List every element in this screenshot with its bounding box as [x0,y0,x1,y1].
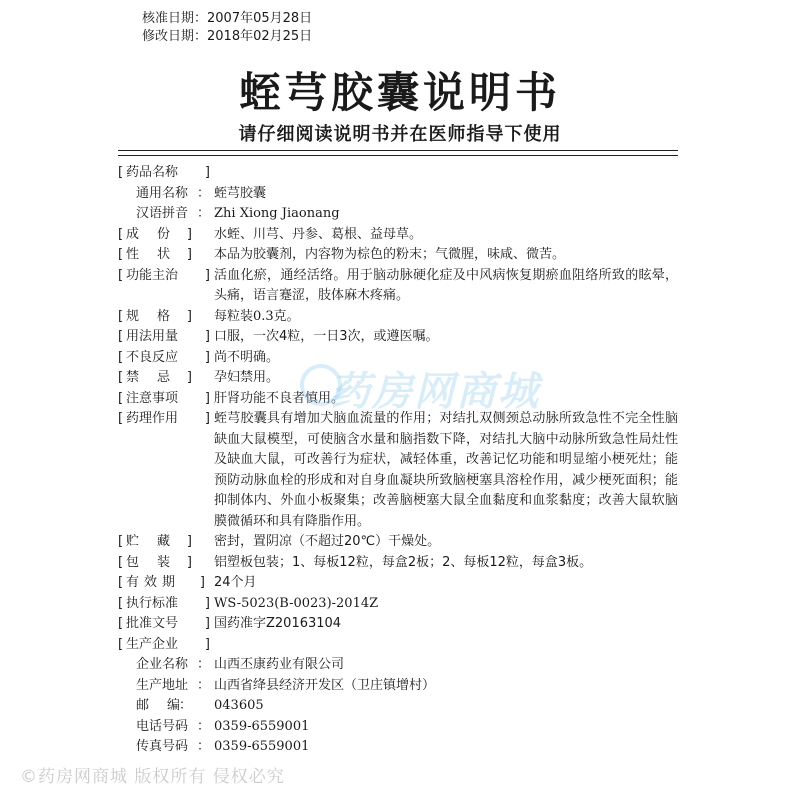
entry-label: [ 执行标准 ] [118,594,214,615]
entry-value: 本品为胶囊剂，内容物为棕色的粉末；气微腥，味咸、微苦。 [214,247,566,262]
title-divider-bottom [118,155,678,156]
entry-label: [ 有效期 ] [118,573,214,594]
entry-label: [ 注意事项 ] [118,389,214,410]
entry-label: [ 药品名称 ] [118,163,214,184]
entry-label: [ 性状 ] [118,245,214,266]
revision-date: 修改日期：2018年02月25日 [142,29,313,44]
entry-standard [118,594,678,615]
entry-value: 水蛭、川芎、丹参、葛根、益母草。 [214,226,423,242]
entry-label: [ 贮藏 ] [118,532,214,553]
entry-validity [118,573,678,594]
title-divider-top [118,150,678,151]
entry-value: 0359-6559001 [214,718,310,734]
entry-dosage [118,327,678,348]
entry-value: 0359-6559001 [214,739,310,754]
entry-specification [118,307,678,328]
entry-label: [ 规格 ] [118,307,214,328]
document-dates [142,10,312,46]
entry-value: 蛭芎胶囊具有增加犬脑血流量的作用；对结扎双侧颈总动脉所致急性不完全性脑缺血大鼠模型，可使脑含水量和脑指数下降，对结扎大脑中动脉所致急性局灶性及缺血大鼠，可改善行为症状，减轻体重，改善记忆功能和明显缩小梗死灶；能预防动脉血栓的形成和对自身血凝块所致脑梗塞具溶栓作用，减少梗死面积；能抑制体内、外血小板聚集；改善脑梗塞大鼠全血黏度和血浆黏度；改善大鼠软脑膜微循环和具有降脂作用。 [214,411,678,529]
entry-label: 生产地址 ： [118,676,214,697]
entry-ingredients [118,225,678,246]
entry-value: 每粒装0.3克。 [214,308,300,324]
entry-approval-number [118,614,678,635]
entry-value: 铝塑板包装；1、每板12粒，每盒2板；2、每板12粒，每盒3板。 [214,554,593,570]
entry-label: 传真号码 ： [118,737,214,758]
instruction-entries [118,163,678,758]
entry-storage [118,532,678,553]
entry-packaging [118,553,678,574]
entry-value: 国药准字Z20163104 [214,616,342,631]
entry-label: [ 不良反应 ] [118,348,214,369]
entry-label: [ 禁忌 ] [118,368,214,389]
entry-value: 肝肾功能不良者慎用。 [214,390,345,406]
entry-label: 邮编 ： [118,696,214,717]
entry-precautions [118,389,678,410]
entry-value: 山西丕康药业有限公司 [214,657,345,672]
entry-value: 孕妇禁用。 [214,370,280,385]
entry-pharmacology [118,409,678,532]
watermark-logo-icon [300,364,342,406]
entry-value: 活血化瘀，通经活络。用于脑动脉硬化症及中风病恢复期瘀血阻络所致的眩晕，头痛，语言蹇涩，肢体麻木疼痛。 [214,267,678,303]
entry-common-name [118,184,678,205]
footer-watermark: ©药房网商城 版权所有 侵权必究 [20,767,285,787]
entry-label: [ 成份 ] [118,225,214,246]
document-title: 蛭芎胶囊说明书 [238,68,561,117]
entry-manufacturer [118,635,678,656]
entry-label: 电话号码 ： [118,717,214,738]
document-subtitle: 请仔细阅读说明书并在医师指导下使用 [238,124,562,145]
entry-value: WS-5023(B-0023)-2014Z [214,595,379,611]
approval-date: 核准日期：2007年05月28日 [142,11,313,26]
entry-value: 尚不明确。 [214,349,280,365]
entry-label: [ 批准文号 ] [118,614,214,635]
entry-phone [118,717,678,738]
entry-label: [ 用法用量 ] [118,327,214,348]
entry-label: 通用名称 ： [118,184,214,205]
entry-label: [ 生产企业 ] [118,635,214,656]
entry-fax [118,737,678,758]
entry-value: 043605 [214,698,264,713]
entry-label: 汉语拼音 ： [118,204,214,225]
entry-properties [118,245,678,266]
entry-value: Zhi Xiong Jiaonang [214,206,340,221]
entry-label: [ 功能主治 ] [118,266,214,307]
entry-value: 口服，一次4粒，一日3次，或遵医嘱。 [214,329,439,344]
entry-pinyin [118,204,678,225]
entry-label: [ 药理作用 ] [118,409,214,532]
entry-value: 蛭芎胶囊 [214,185,267,201]
entry-indications [118,266,678,307]
entry-value: 24个月 [214,575,257,590]
entry-contraindications [118,368,678,389]
entry-adverse-reactions [118,348,678,369]
entry-drug-name [118,163,678,184]
entry-postcode [118,696,678,717]
center-watermark: 药房网商城 [330,369,540,415]
entry-address [118,676,678,697]
entry-company-name [118,655,678,676]
entry-label: [ 包装 ] [118,553,214,574]
entry-label: 企业名称 ： [118,655,214,676]
entry-value: 山西省绛县经济开发区（卫庄镇增村） [214,677,436,693]
entry-value: 密封，置阴凉（不超过20℃）干燥处。 [214,534,441,549]
